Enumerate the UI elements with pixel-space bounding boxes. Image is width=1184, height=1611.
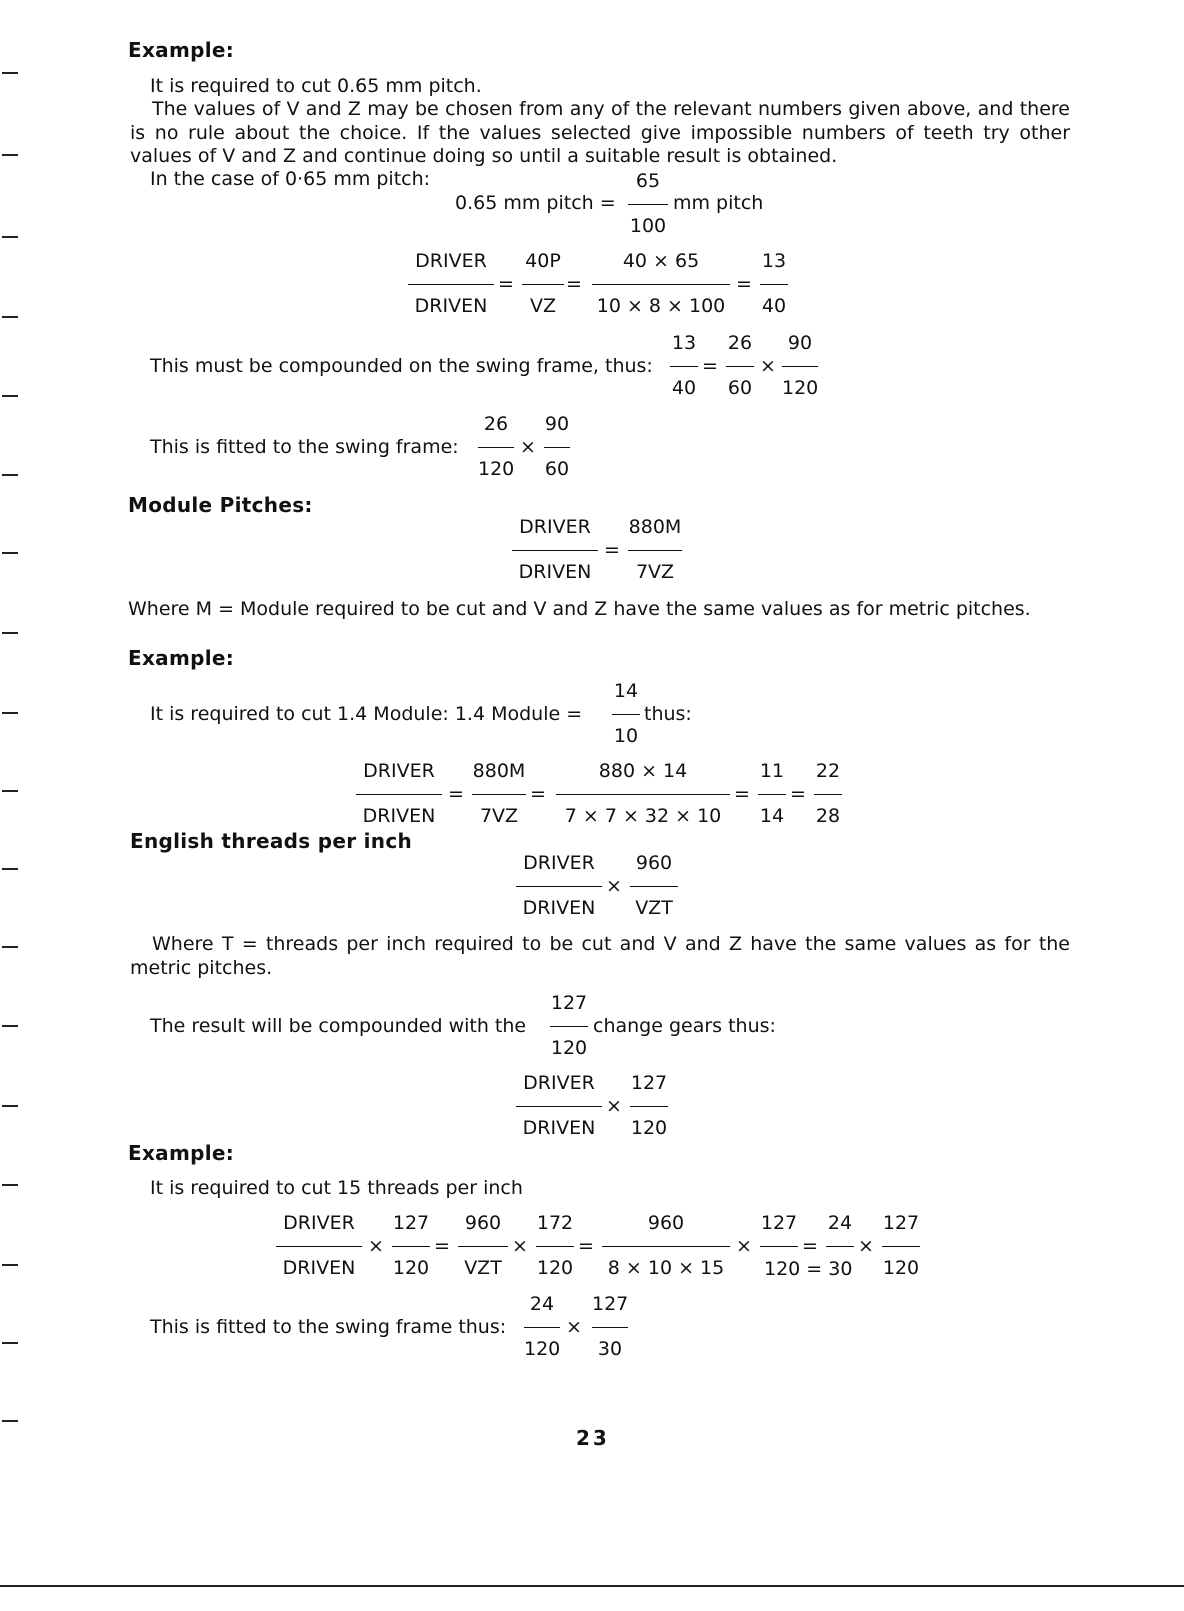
fraction [536, 1212, 574, 1279]
english-where-text: Where T = threads per inch required to be cut and V and Z have the same values as for the metric pitches. [130, 933, 1070, 979]
fraction-numerator: 90 [544, 413, 570, 435]
fraction-denominator: 10 [613, 725, 639, 747]
margin-tick [2, 72, 18, 74]
fraction [472, 760, 526, 827]
fraction-bar [458, 1246, 508, 1247]
fraction-denominator: VZ [529, 295, 556, 317]
equation-lhs: 0.65 mm pitch = [455, 192, 616, 214]
fraction-numerator: 880M [628, 516, 682, 538]
fraction-bar [826, 1246, 854, 1247]
fraction-denominator: 8 × 10 × 15 [607, 1257, 725, 1279]
margin-tick [2, 1105, 18, 1107]
fraction-numerator: DRIVER [415, 250, 487, 272]
margin-tick [2, 154, 18, 156]
equals-sign: = [566, 273, 582, 295]
fraction [628, 516, 682, 583]
fraction-bar [882, 1246, 920, 1247]
times-sign: × [736, 1235, 752, 1257]
fraction-bar [758, 794, 786, 795]
english-where [130, 933, 1070, 980]
fraction-numerator: 127 [882, 1212, 920, 1234]
fraction-denominator: 120 [536, 1257, 574, 1279]
fraction-bar [550, 1026, 588, 1027]
page-number: 23 [576, 1426, 610, 1450]
margin-tick [2, 790, 18, 792]
fraction-numerator: 960 [464, 1212, 502, 1234]
fraction-denominator: 120 [392, 1257, 430, 1279]
margin-tick [2, 1264, 18, 1266]
fraction-denominator: 120 [782, 377, 819, 399]
times-sign: × [512, 1235, 528, 1257]
fraction-numerator: 127 [630, 1072, 668, 1094]
fraction-denominator: DRIVEN [522, 897, 596, 919]
equals-sign: = [604, 539, 620, 561]
fraction-denominator: DRIVEN [282, 1257, 356, 1279]
example-heading: Example: [128, 646, 235, 670]
fraction-denominator: 120 [524, 1338, 561, 1360]
fraction-driver-driven [276, 1212, 362, 1279]
fraction [522, 250, 564, 317]
margin-tick [2, 1420, 18, 1422]
fraction [592, 250, 730, 317]
module-example-line-end: thus: [644, 703, 692, 725]
times-sign: × [368, 1235, 384, 1257]
times-sign: × [566, 1316, 582, 1338]
example-line: It is required to cut 15 threads per inch [150, 1177, 523, 1199]
fraction-numerator: DRIVER [283, 1212, 355, 1234]
fraction-denominator: 120 [478, 458, 515, 480]
fraction [544, 413, 570, 480]
fraction [760, 1212, 798, 1257]
fraction-denominator: VZT [635, 897, 673, 919]
fraction [612, 680, 640, 747]
fraction [726, 332, 754, 399]
fraction-bar [628, 550, 682, 551]
fraction-denominator: DRIVEN [362, 805, 436, 827]
fraction-bar [760, 1246, 798, 1247]
times-sign: × [520, 436, 536, 458]
fraction [392, 1212, 430, 1279]
fraction-bar [408, 284, 494, 285]
margin-tick [2, 868, 18, 870]
fraction-denominator: 60 [544, 458, 570, 480]
module-heading: Module Pitches: [128, 493, 313, 517]
example-heading: Example: [128, 38, 235, 62]
fraction-denominator: DRIVEN [518, 561, 592, 583]
fraction-numerator: 960 [635, 852, 673, 874]
fraction [826, 1212, 854, 1257]
fraction-numerator: DRIVER [523, 1072, 595, 1094]
fraction-bar [516, 1106, 602, 1107]
english-heading: English threads per inch [130, 829, 413, 853]
fraction-denominator: 7 × 7 × 32 × 10 [564, 805, 722, 827]
fraction-denominator: 7VZ [479, 805, 519, 827]
fraction-denominator: 120 [630, 1117, 668, 1139]
fraction-bar [628, 204, 668, 205]
fraction-driver-driven [408, 250, 494, 317]
equals-sign: = [734, 783, 750, 805]
module-where: Where M = Module required to be cut and V and Z have the same values as for metric pitches. [128, 598, 1031, 620]
fraction-bar [522, 284, 564, 285]
fraction-bar [556, 794, 730, 795]
equals-sign: = [790, 783, 806, 805]
margin-tick [2, 316, 18, 318]
margin-tick [2, 1025, 18, 1027]
fraction [556, 760, 730, 827]
fraction [628, 170, 668, 237]
fraction-denominator: 30 [597, 1338, 623, 1360]
equals-sign: = [702, 355, 718, 377]
fraction-denominator: 10 × 8 × 100 [596, 295, 726, 317]
fraction [592, 1293, 628, 1360]
fraction-numerator: 960 [647, 1212, 685, 1234]
fraction-numerator: 26 [483, 413, 509, 435]
fraction-denominator: 28 [815, 805, 841, 827]
times-sign: × [858, 1235, 874, 1257]
fraction-numerator: 65 [635, 170, 661, 192]
fraction-bar [592, 284, 730, 285]
margin-tick [2, 395, 18, 397]
fraction [630, 852, 678, 919]
fraction-denominator: 60 [727, 377, 753, 399]
fraction-bar [478, 447, 514, 448]
equals-sign: = [530, 783, 546, 805]
example-paragraph [130, 98, 1070, 169]
equals-sign: = [448, 783, 464, 805]
fraction-numerator: 13 [671, 332, 697, 354]
fraction-bar [544, 447, 570, 448]
fraction [630, 1072, 668, 1139]
fraction [814, 760, 842, 827]
fraction-bar [392, 1246, 430, 1247]
fraction-numerator: 40P [525, 250, 561, 272]
fraction-numerator: 24 [529, 1293, 555, 1315]
fraction [670, 332, 698, 399]
equation-rhs: mm pitch [673, 192, 764, 214]
fraction [782, 332, 818, 399]
example-paragraph-text: The values of V and Z may be chosen from any of the relevant numbers given above, and there is no rule about the choice. If the values selected give impossible numbers of teeth try other values of V and Z and continue doing so until a suitable result is obtained. [130, 98, 1070, 167]
margin-tick [2, 552, 18, 554]
fraction-bar [472, 794, 526, 795]
fraction-numerator: 14 [613, 680, 639, 702]
equals-sign: = [434, 1235, 450, 1257]
fraction-numerator: DRIVER [363, 760, 435, 782]
fraction-bar [356, 794, 442, 795]
fraction [478, 413, 514, 480]
fraction-numerator: 127 [392, 1212, 430, 1234]
fraction-numerator: DRIVER [519, 516, 591, 538]
fraction-bar [726, 366, 754, 367]
fraction-driver-driven [516, 1072, 602, 1139]
fraction-denominator: DRIVEN [414, 295, 488, 317]
fraction-bar [602, 1246, 730, 1247]
fraction [882, 1212, 920, 1279]
fraction-driver-driven [516, 852, 602, 919]
fraction-bar [276, 1246, 362, 1247]
fraction-denominator: 120 [882, 1257, 920, 1279]
fraction-denominator: 14 [759, 805, 785, 827]
fitted-text: This is fitted to the swing frame: [150, 436, 459, 458]
example-heading: Example: [128, 1141, 235, 1165]
fraction-denominator: VZT [464, 1257, 502, 1279]
fitted-text: This is fitted to the swing frame thus: [150, 1316, 507, 1338]
fraction-numerator: 13 [761, 250, 787, 272]
times-sign: × [760, 355, 776, 377]
equals-sign: = [578, 1235, 594, 1257]
fraction-driver-driven [356, 760, 442, 827]
fraction-bar [630, 1106, 668, 1107]
fraction-numerator: DRIVER [523, 852, 595, 874]
fraction-bar [516, 886, 602, 887]
fraction [458, 1212, 508, 1279]
fraction-bar [760, 284, 788, 285]
fraction-bar [814, 794, 842, 795]
fraction [550, 992, 588, 1059]
fraction-denominator: 40 [671, 377, 697, 399]
fraction-numerator: 127 [592, 1293, 629, 1315]
equals-sign: = [498, 273, 514, 295]
equals-sign: = [736, 273, 752, 295]
fraction-denominator-shared: 120 = 30 [764, 1258, 853, 1280]
fraction-numerator: 22 [815, 760, 841, 782]
fraction-numerator: 26 [727, 332, 753, 354]
fraction [760, 250, 788, 317]
times-sign: × [606, 875, 622, 897]
compound-text-end: change gears thus: [593, 1015, 776, 1037]
fraction [602, 1212, 730, 1279]
fraction-bar [512, 550, 598, 551]
fraction-denominator: 40 [761, 295, 787, 317]
equals-sign: = [802, 1235, 818, 1257]
compound-text: The result will be compounded with the [150, 1015, 527, 1037]
fraction-bar [670, 366, 698, 367]
example-line: It is required to cut 0.65 mm pitch. [150, 75, 482, 97]
fraction-bar [592, 1327, 628, 1328]
fraction-bar [630, 886, 678, 887]
margin-tick [2, 236, 18, 238]
margin-tick [2, 632, 18, 634]
fraction-bar [612, 714, 640, 715]
fraction [524, 1293, 560, 1360]
margin-tick [2, 1342, 18, 1344]
fraction-numerator: 127 [550, 992, 588, 1014]
bottom-rule [0, 1585, 1184, 1587]
fraction-numerator: 880M [472, 760, 526, 782]
fraction-bar [536, 1246, 574, 1247]
fraction-numerator: 11 [759, 760, 785, 782]
times-sign: × [606, 1095, 622, 1117]
fraction-bar [782, 366, 818, 367]
fraction [758, 760, 786, 827]
fraction-denominator: DRIVEN [522, 1117, 596, 1139]
fraction-numerator: 172 [536, 1212, 574, 1234]
fraction-bar [524, 1327, 560, 1328]
fraction-denominator: 7VZ [635, 561, 675, 583]
margin-tick [2, 712, 18, 714]
fraction-denominator: 100 [629, 215, 667, 237]
fraction-numerator: 880 × 14 [598, 760, 688, 782]
fraction-driver-driven [512, 516, 598, 583]
fraction-numerator: 24 [827, 1212, 853, 1234]
compound-text: This must be compounded on the swing frame, thus: [150, 355, 653, 377]
margin-tick [2, 1184, 18, 1186]
margin-tick [2, 474, 18, 476]
module-example-line: It is required to cut 1.4 Module: 1.4 Module = [150, 703, 583, 725]
case-line: In the case of 0·65 mm pitch: [150, 168, 431, 190]
fraction-numerator: 40 × 65 [622, 250, 700, 272]
fraction-numerator: 127 [760, 1212, 798, 1234]
fraction-numerator: 90 [787, 332, 813, 354]
fraction-denominator: 120 [550, 1037, 588, 1059]
margin-tick [2, 946, 18, 948]
